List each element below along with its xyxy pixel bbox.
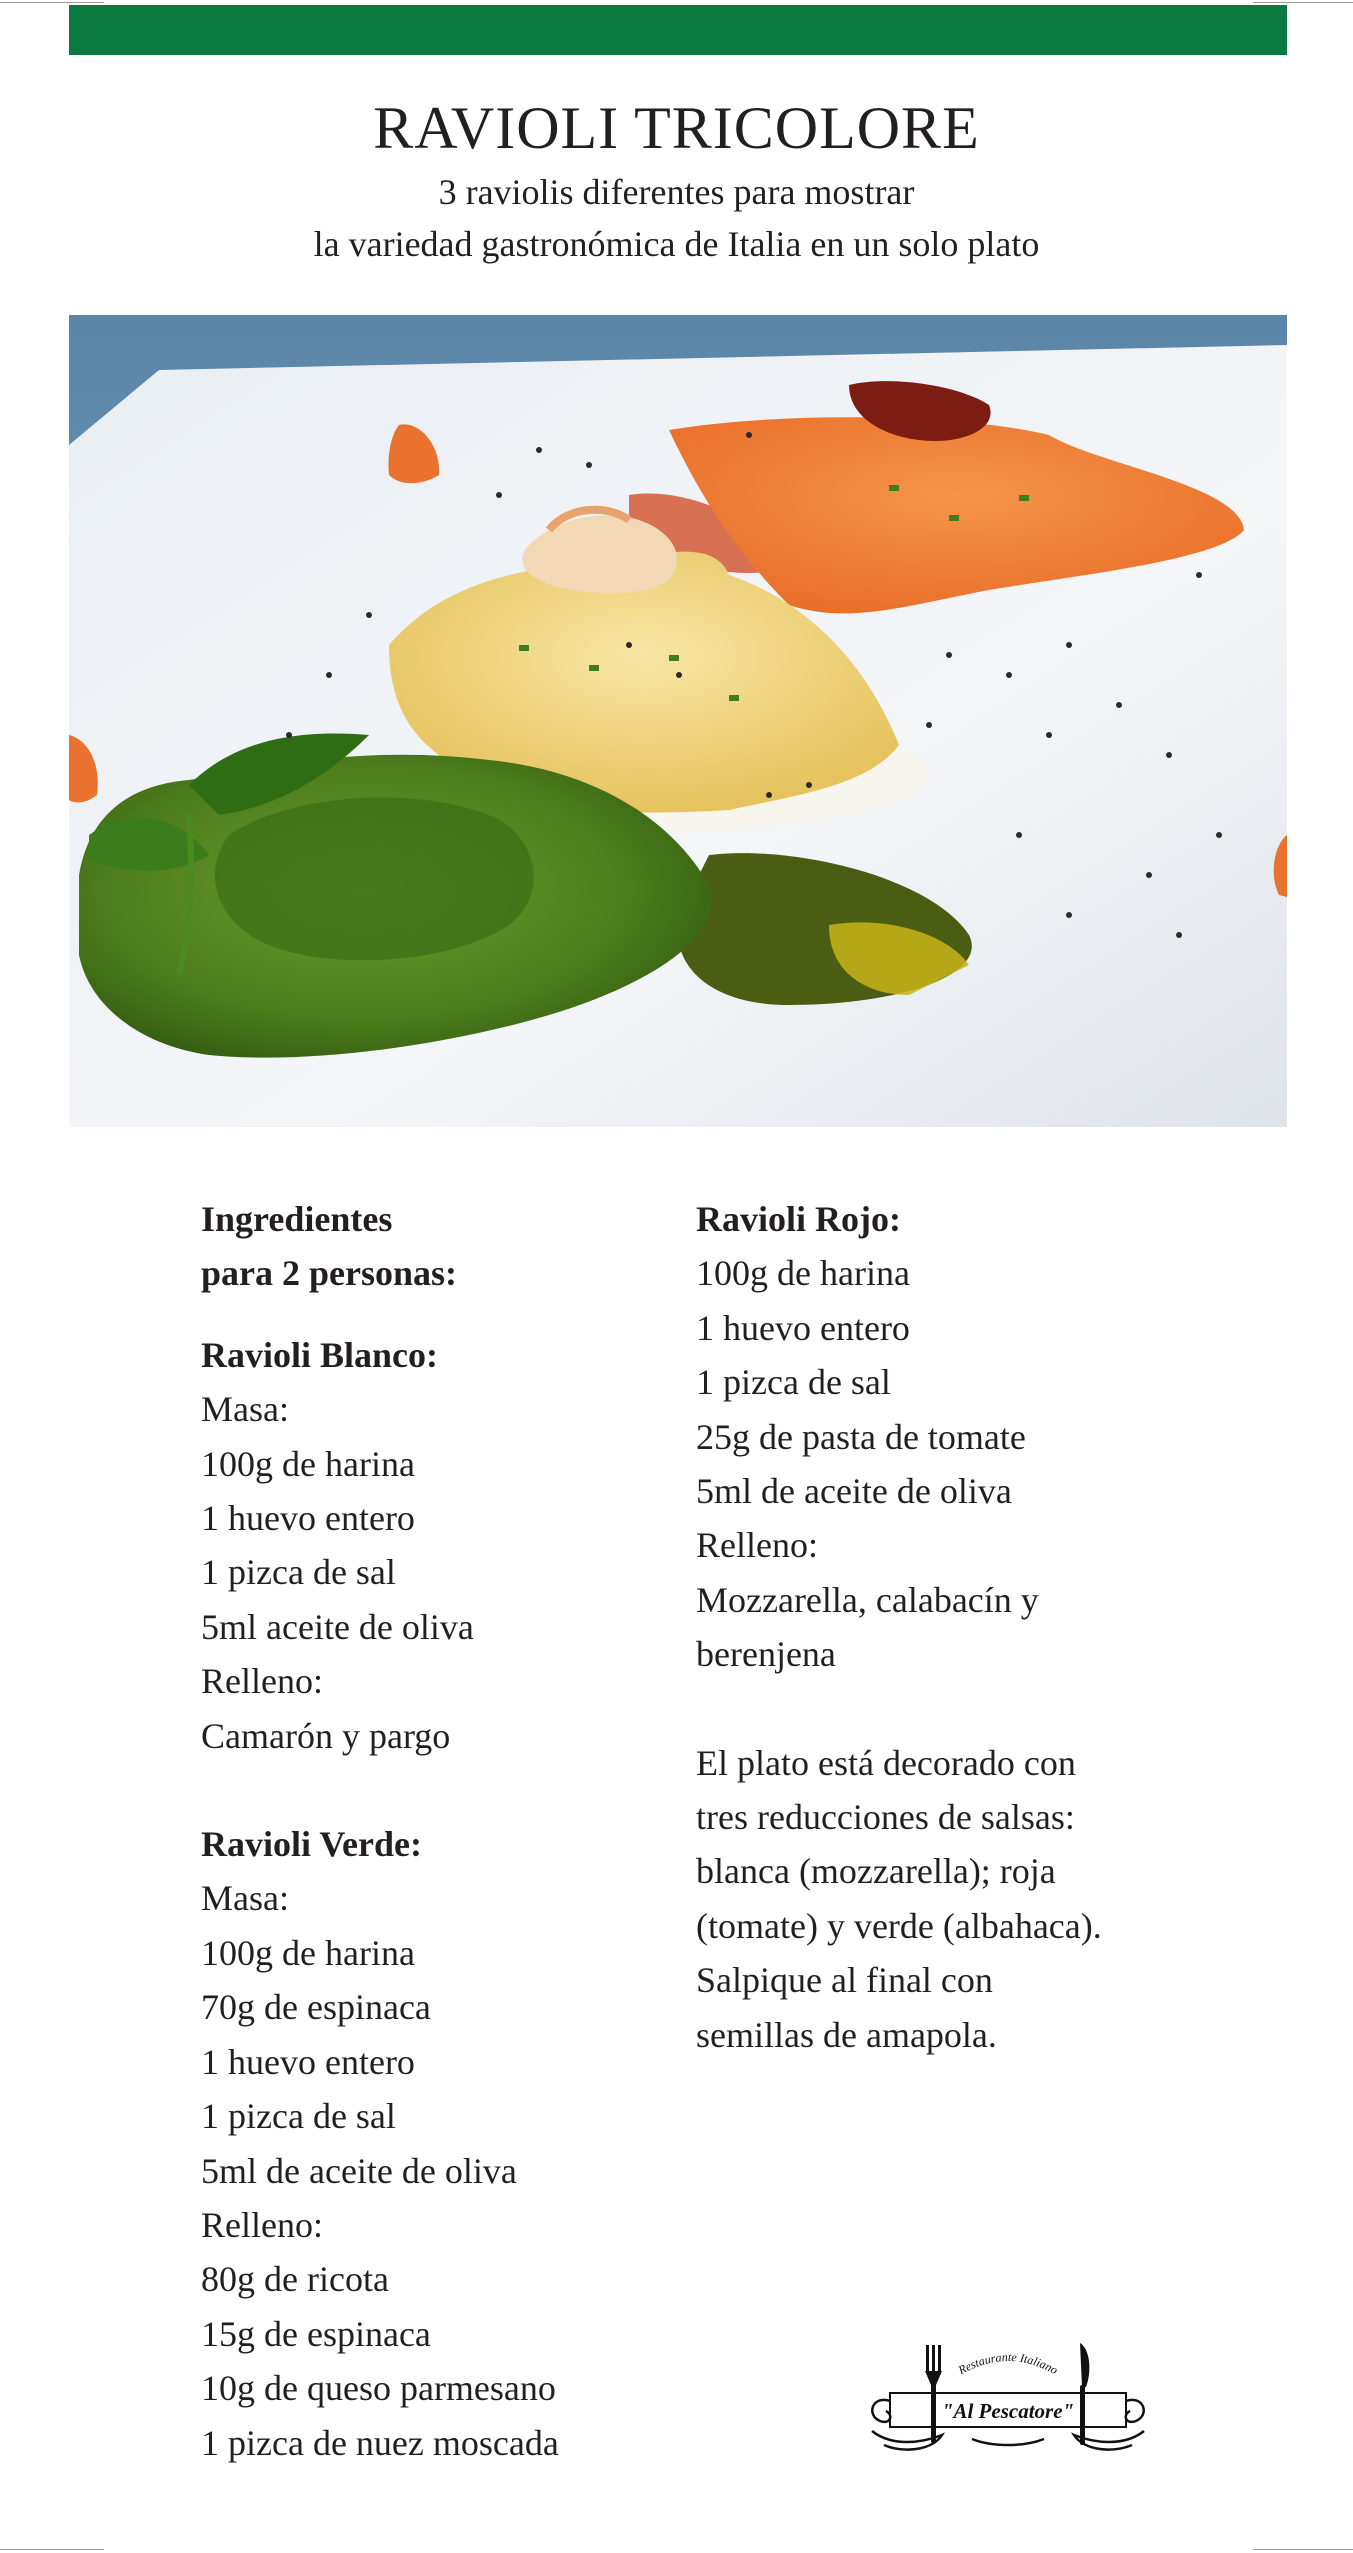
logo-arc-text: Restaurante Italiano — [955, 2349, 1061, 2378]
ingredient-line: 80g de ricota — [201, 2259, 389, 2300]
ingredient-line: 1 pizca de sal — [201, 1552, 396, 1593]
left-column — [201, 1192, 661, 2470]
ingredients-heading: Ingredientes — [201, 1199, 393, 1239]
right-column — [696, 1192, 1216, 2062]
ingredient-line: Masa: — [201, 1389, 289, 1430]
logo-name: "Al Pescatore" — [941, 2399, 1075, 2423]
ingredient-line: 70g de espinaca — [201, 1987, 431, 2028]
restaurant-logo — [862, 2335, 1154, 2457]
crop-mark — [1253, 2549, 1353, 2550]
ingredient-line: 100g de harina — [201, 1932, 415, 1973]
ingredient-line: Relleno: — [696, 1525, 818, 1566]
ingredient-line: Mozzarella, calabacín y — [696, 1579, 1039, 1620]
page-title: RAVIOLI TRICOLORE — [373, 95, 980, 161]
ingredient-line: 1 pizca de sal — [696, 1362, 891, 1403]
subtitle-line: 3 raviolis diferentes para mostrar — [438, 172, 915, 212]
ingredients-heading: para 2 personas: — [201, 1253, 458, 1294]
ingredient-line: 1 huevo entero — [201, 2041, 415, 2082]
ingredient-line: 1 huevo entero — [696, 1307, 910, 1348]
svg-text:Restaurante Italiano — [955, 2350, 1060, 2378]
ingredient-line: 5ml de aceite de oliva — [201, 2150, 517, 2191]
note-line: (tomate) y verde (albahaca). — [696, 1905, 1102, 1946]
ingredient-line: 100g de harina — [201, 1443, 415, 1484]
subtitle-line: la variedad gastronómica de Italia en un solo plato — [313, 224, 1040, 264]
ravioli-verde-heading: Ravioli Verde: — [201, 1824, 422, 1865]
page-subtitle — [0, 166, 1353, 270]
crop-mark — [0, 2, 104, 3]
crop-mark — [1253, 2, 1353, 3]
note-line: Salpique al final con — [696, 1960, 993, 2001]
ingredient-line: 5ml aceite de oliva — [201, 1606, 474, 1647]
ingredient-line: 1 pizca de sal — [201, 2096, 396, 2137]
note-line: El plato está decorado con — [696, 1742, 1076, 1783]
note-line: blanca (mozzarella); roja — [696, 1851, 1056, 1892]
crop-mark — [0, 2549, 104, 2550]
ingredient-line: berenjena — [696, 1634, 836, 1675]
ingredient-line: Masa: — [201, 1878, 289, 1919]
ingredient-line: 5ml de aceite de oliva — [696, 1471, 1012, 1512]
ingredient-line: 1 pizca de nuez moscada — [201, 2422, 559, 2463]
note-line: tres reducciones de salsas: — [696, 1797, 1075, 1838]
ravioli-rojo-heading: Ravioli Rojo: — [696, 1199, 901, 1239]
note-line: semillas de amapola. — [696, 2014, 997, 2055]
top-green-bar — [69, 5, 1287, 55]
ravioli-photo — [69, 315, 1287, 1127]
ingredient-line: 10g de queso parmesano — [201, 2368, 556, 2409]
ingredient-line: Camarón y pargo — [201, 1715, 451, 1756]
ingredient-line: Relleno: — [201, 2204, 323, 2245]
ingredient-line: Relleno: — [201, 1661, 323, 1702]
ravioli-blanco-heading: Ravioli Blanco: — [201, 1334, 439, 1375]
ingredient-line: 100g de harina — [696, 1253, 910, 1294]
ingredient-line: 25g de pasta de tomate — [696, 1416, 1026, 1457]
ingredient-line: 15g de espinaca — [201, 2313, 431, 2354]
ingredient-line: 1 huevo entero — [201, 1498, 415, 1539]
